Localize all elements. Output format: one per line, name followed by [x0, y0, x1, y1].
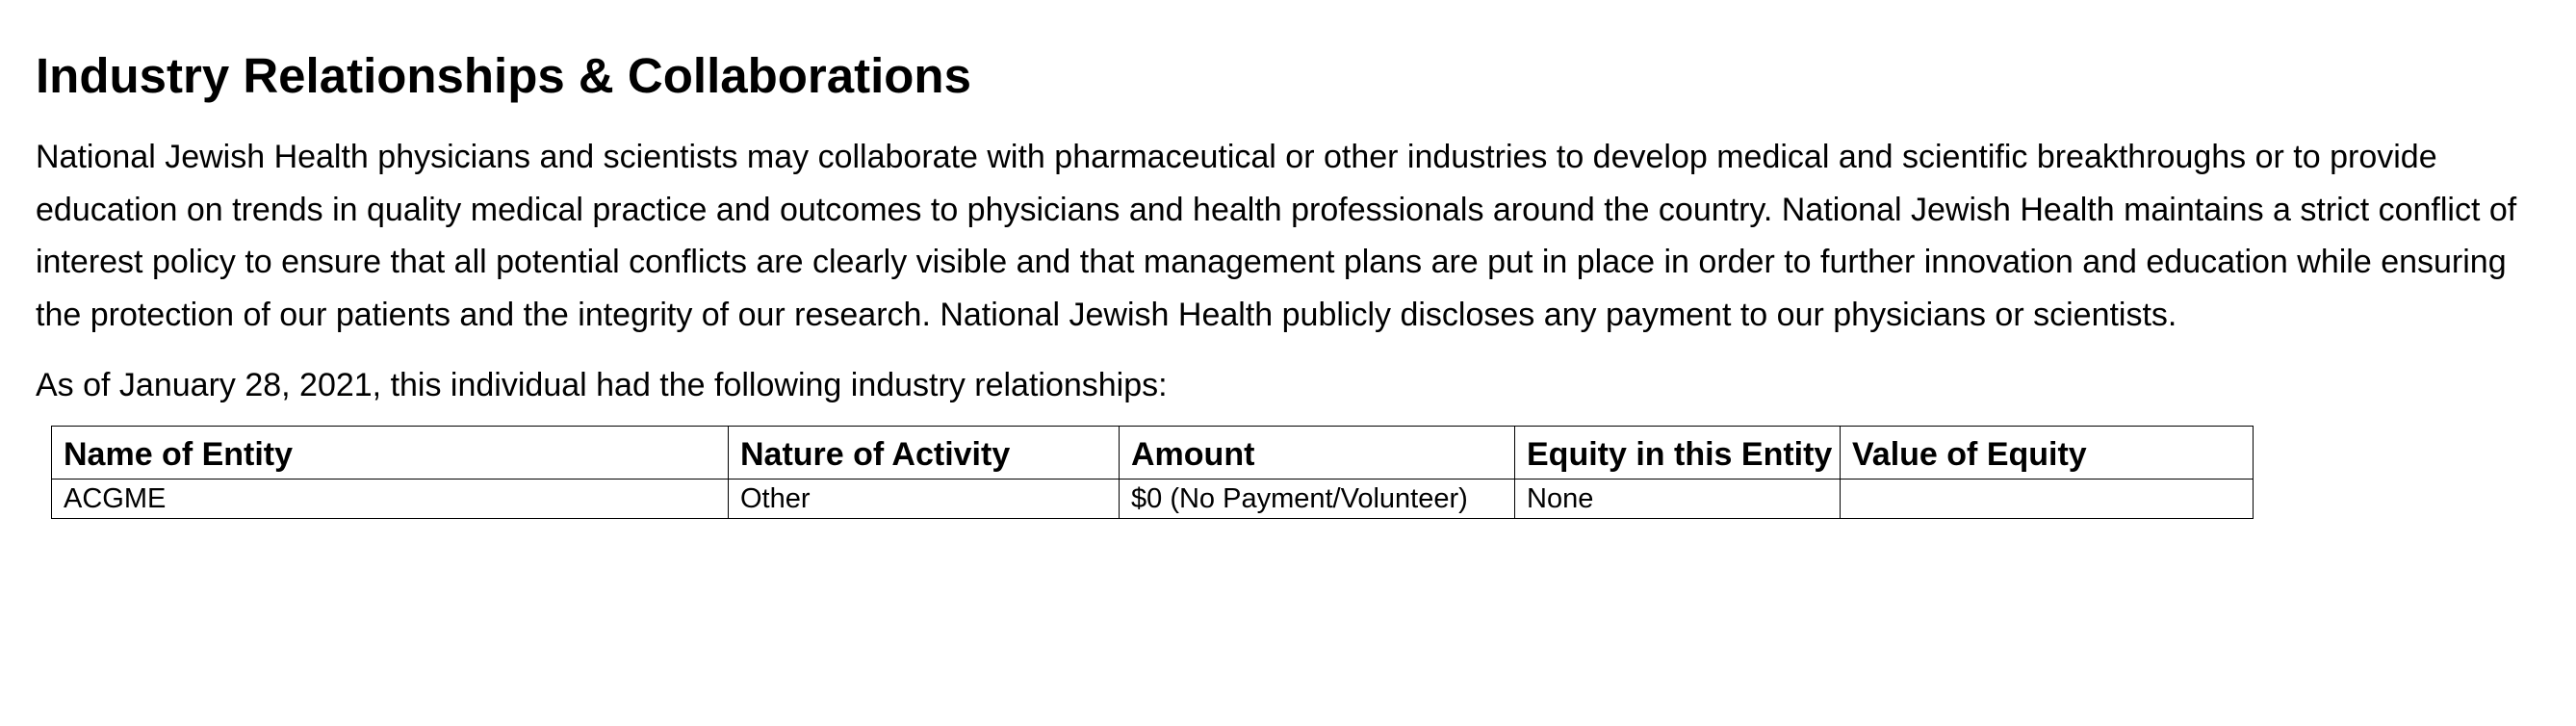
header-nature-of-activity: Nature of Activity — [729, 427, 1120, 480]
table-header-row — [52, 427, 2254, 480]
table-row — [52, 480, 2254, 519]
header-equity-in-entity: Equity in this Entity — [1515, 427, 1841, 480]
cell-entity-name: ACGME — [52, 480, 729, 519]
intro-paragraph: National Jewish Health physicians and scientists may collaborate with pharmaceutical or other industries to develop medical and scientific breakthroughs or to provide education on trends in quality medical practice and outcomes to physicians and health professionals around the country. National Jewish Health maintains a strict conflict of interest policy to ensure that all potential conflicts are clearly visible and that management plans are put in place in order to further innovation and education while ensuring the protection of our patients and the integrity of our research. National Jewish Health publicly discloses any payment to our physicians or scientists. — [36, 139, 2517, 333]
industry-relationships-table — [51, 426, 2254, 519]
page-title: Industry Relationships & Collaborations — [36, 48, 971, 103]
as-of-statement: As of January 28, 2021, this individual had the following industry relationships: — [36, 367, 1168, 403]
cell-amount: $0 (No Payment/Volunteer) — [1120, 480, 1515, 519]
header-amount: Amount — [1120, 427, 1515, 480]
cell-value-of-equity — [1841, 480, 2254, 519]
header-value-of-equity: Value of Equity — [1841, 427, 2254, 480]
header-name-of-entity: Name of Entity — [52, 427, 729, 480]
cell-equity: None — [1515, 480, 1841, 519]
cell-nature-of-activity: Other — [729, 480, 1120, 519]
